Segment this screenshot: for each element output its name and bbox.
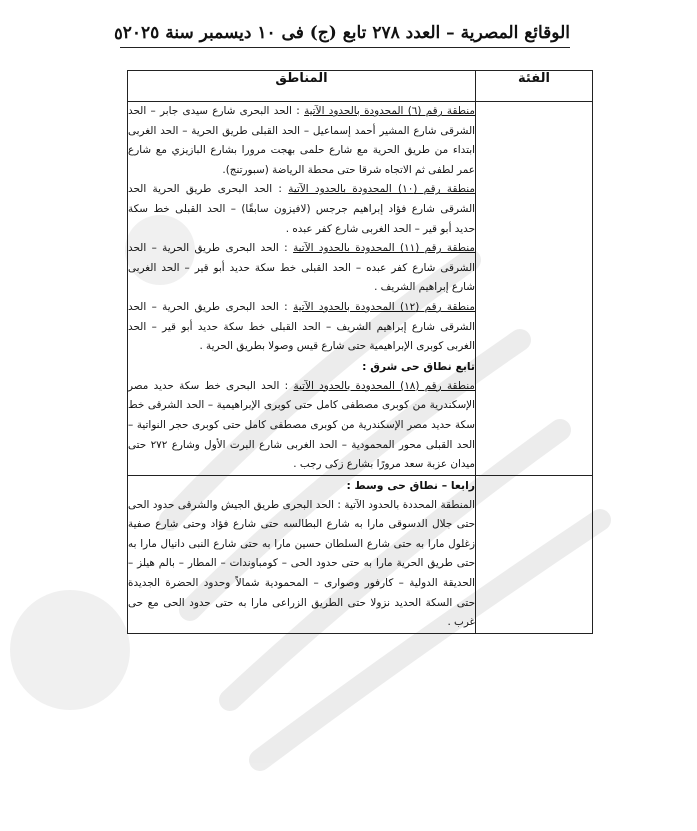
section-heading-center: رابعا – نطاق حى وسط :: [346, 478, 475, 492]
zone-paragraph-6: منطقة رقم (٦) المحدودة بالحدود الآتية : الحد البحرى شارع سيدى جابر – الحد الشرقى شارع المشير أحمد إسماعيل – الحد القبلى طريق الحرية – الحد الغربى ابتداء من طريق الحرية مع شارع حلمى بهجت مرورا بشارع البازيزي مع شارع عمر لطفى ثم الاتجاه شرقا حتى محطة الرياضة (سبورتنج).: [128, 105, 475, 176]
page-header: [114, 18, 570, 48]
zone-paragraph-11: منطقة رقم (١١) المحدودة بالحدود الآتية : الحد البحرى طريق الحرية – الحد الشرقى شارع كفر عبده – الحد القبلى خط سكة حديد أبو قير – الحد الغربى شارع إبراهيم الشريف .: [128, 242, 475, 294]
areas-cell: [128, 102, 476, 476]
page-number: ٥: [114, 23, 123, 43]
table-header-row: [128, 71, 593, 102]
column-header-areas: المناطق: [128, 71, 476, 102]
zone-paragraph-10: منطقة رقم (١٠) المحدودة بالحدود الآتية : الحد البحرى طريق الحرية الحد الشرقى شارع فؤاد إبراهيم جرجس (لافيزون سابقًا) – الحد القبلى خط سكة حديد أبو قير – الحد الغربى شارع كفر عبده .: [128, 183, 475, 235]
header-rule: [120, 47, 570, 48]
zones-table: [127, 70, 593, 634]
category-cell: [476, 102, 593, 476]
zone-paragraph-18: منطقة رقم (١٨) المحدودة بالحدود الآتية : الحد البحرى خط سكة حديد مصر الإسكندرية من كوبرى مصطفى كامل حتى كوبرى الإبراهيمية – الحد الشرقى خط سكة حديد مصر الإسكندرية من كوبرى مصطفى كامل حتى كوبرى حجر النواتية – الحد القبلى محور المحمودية – الحد الغربى شارع البرت الأول وشارع ٢٧٢ حتى ميدان عزبة سعد مرورًا بشارع زكى رجب .: [128, 379, 475, 471]
center-zone-paragraph: المنطقة المحددة بالحدود الآتية : الحد البحرى طريق الجيش والشرقى حدود الحى حتى جلال الدسوقى مارا به شارع البطالسه حتى شارع فؤاد وحتى شارع صفية زغلول مارا به حتى شارع السلطان حسين مارا به حتى شارع النبى دانيال مارا به حتى طريق الحرية مارا به حتى حدود الحى – كومباوندات – المطار – بالم هيلز – الحديقة الدولية – كارفور وصوارى – المحمودية شمالاً وحدود الحضرة الجديدة حتى السكة الحديد نزولا حتى الطريق الزراعى مارا به حتى حدود الحى مع حى غرب .: [128, 498, 475, 629]
table-row: [128, 102, 593, 476]
areas-cell: [128, 475, 476, 633]
column-header-category: الفئة: [476, 71, 593, 102]
category-cell: [476, 475, 593, 633]
table-row: [128, 475, 593, 633]
header-title: الوقائع المصرية – العدد ٢٧٨ تابع (ج) فى ١٠ ديسمبر سنة ٢٠٢٥: [122, 23, 570, 43]
section-heading-east: تابع نطاق حى شرق :: [362, 359, 475, 373]
zone-paragraph-12: منطقة رقم (١٢) المحدودة بالحدود الآتية : الحد البحرى طريق الحرية – الحد الشرقى شارع إبراهيم الشريف – الحد القبلى خط سكة حديد أبو قير – الحد الغربى كوبرى الإبراهيمية حتى شارع قيس وصولا بطريق الحرية .: [128, 300, 475, 353]
